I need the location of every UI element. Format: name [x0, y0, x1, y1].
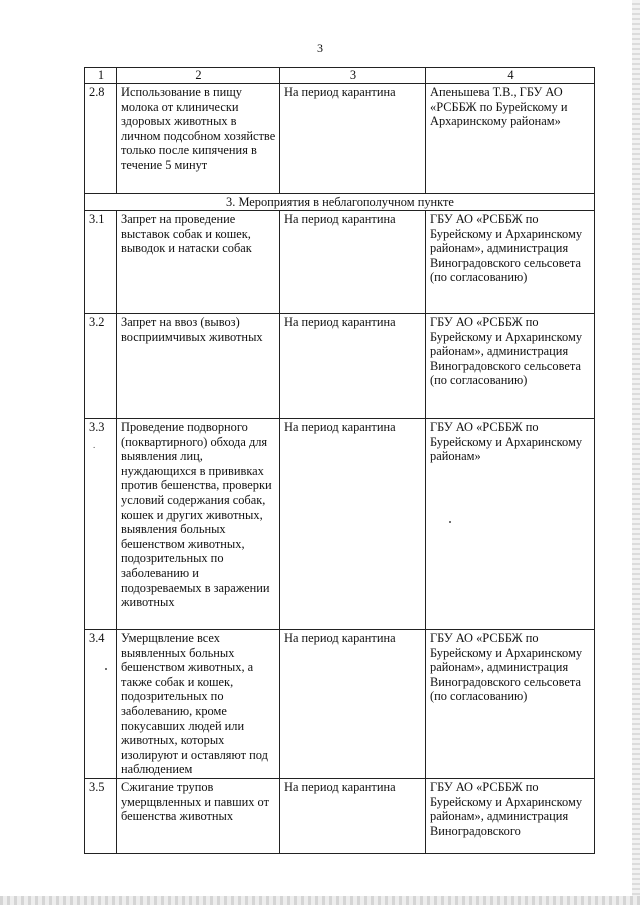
- measure-text: Умерщвление всех выявленных больных бешенством животных, а также собак и кошек, подозрительных по заболеванию, кроме покусавших людей или животных, которых изолируют и оставляют под наблюдением: [117, 630, 280, 779]
- measures-table: [84, 67, 595, 854]
- table-row: [85, 630, 595, 779]
- scan-mark: .: [93, 439, 96, 450]
- column-header: 3: [280, 68, 426, 84]
- measure-text: Проведение подворного (поквартирного) обхода для выявления лиц, нуждающихся в прививках против бешенства, проверки условий содержания собак, кошек и других животных, выявления больных бешенством животных, подозрительных по заболеванию и подозреваемых в заражении животных: [117, 419, 280, 630]
- table-row: [85, 84, 595, 194]
- measure-text: Запрет на ввоз (вывоз) восприимчивых животных: [117, 314, 280, 419]
- table-row: [85, 419, 595, 630]
- responsible-text: ГБУ АО «РСББЖ по Бурейскому и Архаринскому районам»: [426, 419, 595, 630]
- responsible-text: ГБУ АО «РСББЖ по Бурейскому и Архаринскому районам», администрация Виноградовского сельсовета (по согласованию): [426, 630, 595, 779]
- column-header: 4: [426, 68, 595, 84]
- term-text: На период карантина: [280, 84, 426, 194]
- row-number: 3.5: [85, 778, 117, 853]
- table-row: [85, 211, 595, 314]
- section-row: [85, 194, 595, 211]
- row-number: 3.4: [85, 630, 117, 779]
- row-number: 2.8: [85, 84, 117, 194]
- row-number: 3.1: [85, 211, 117, 314]
- section-title: 3. Мероприятия в неблагополучном пункте: [85, 194, 595, 211]
- responsible-text: Апеньшева Т.В., ГБУ АО «РСББЖ по Бурейскому и Архаринскому районам»: [426, 84, 595, 194]
- term-text: На период карантина: [280, 419, 426, 630]
- term-text: На период карантина: [280, 778, 426, 853]
- scan-edge-right: [632, 0, 640, 905]
- term-text: На период карантина: [280, 314, 426, 419]
- table-header-row: [85, 68, 595, 84]
- scan-edge-bottom: [0, 896, 640, 905]
- table-row: [85, 314, 595, 419]
- measure-text: Сжигание трупов умерщвленных и павших от бешенства животных: [117, 778, 280, 853]
- row-number-label: 3.3: [89, 420, 105, 434]
- responsible-text: ГБУ АО «РСББЖ по Бурейскому и Архаринскому районам», администрация Виноградовского сельсовета (по согласованию): [426, 211, 595, 314]
- measure-text: Использование в пищу молока от клинически здоровых животных в личном подсобном хозяйстве только после кипячения в течение 5 минут: [117, 84, 280, 194]
- scan-speck: [449, 521, 451, 523]
- measure-text: Запрет на проведение выставок собак и кошек, выводок и натаски собак: [117, 211, 280, 314]
- responsible-text: ГБУ АО «РСББЖ по Бурейскому и Архаринскому районам», администрация Виноградовского сельсовета (по согласованию): [426, 314, 595, 419]
- row-number: [85, 419, 117, 630]
- scan-speck: [105, 668, 107, 670]
- row-number: 3.2: [85, 314, 117, 419]
- term-text: На период карантина: [280, 630, 426, 779]
- responsible-text: ГБУ АО «РСББЖ по Бурейскому и Архаринскому районам», администрация Виноградовского: [426, 778, 595, 853]
- column-header: 2: [117, 68, 280, 84]
- column-header: 1: [85, 68, 117, 84]
- table-row: [85, 778, 595, 853]
- term-text: На период карантина: [280, 211, 426, 314]
- page-number: 3: [317, 41, 323, 55]
